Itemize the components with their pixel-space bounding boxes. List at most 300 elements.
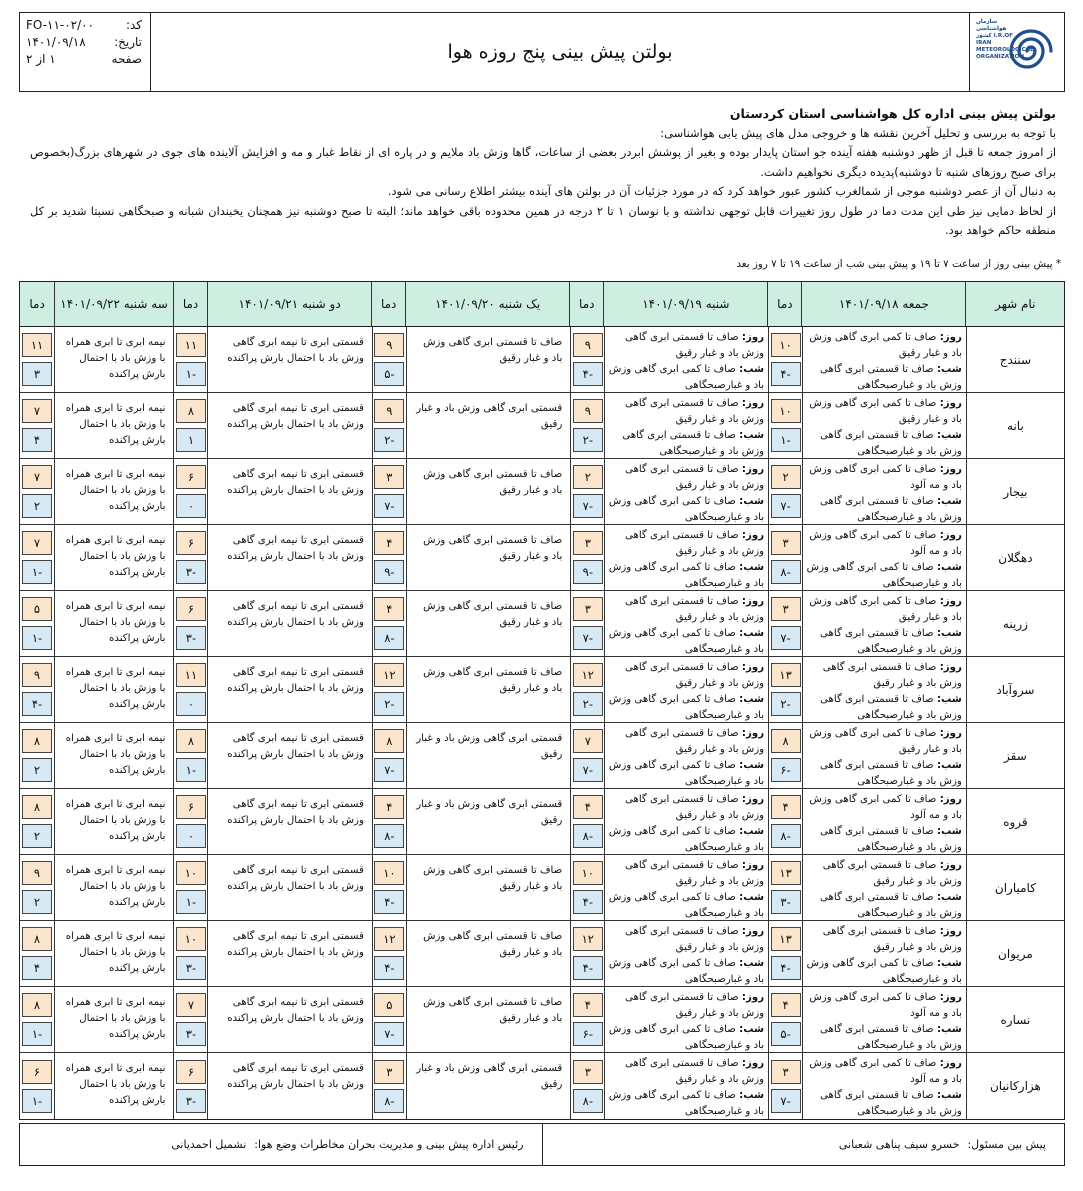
temp-cell xyxy=(570,1053,604,1119)
temp-cell xyxy=(173,855,207,920)
temp-max: ۹ xyxy=(573,399,603,423)
night-forecast xyxy=(607,758,764,790)
table-row xyxy=(20,525,1064,591)
temp-max: ۷ xyxy=(573,729,603,753)
temp-min: -۲ xyxy=(771,692,801,716)
night-text: صاف تا قسمتی ابری گاهی وزش باد و غبارصبحگاهی xyxy=(819,496,962,523)
header-day2: شنبه ۱۴۰۱/۰۹/۱۹ xyxy=(603,282,767,326)
forecast-desc: صاف تا قسمتی ابری گاهی وزش باد و غبار رقیق xyxy=(406,657,570,722)
day-label: روز: xyxy=(939,332,962,343)
intro-paragraph-4: از لحاظ دمایی نیز طی این مدت دما در طول روز تغییرات قابل توجهی نداشته و با نوسان ۱ تا ۲ درجه در همین محدوده باقی خواهد ماند؛ البته تا صبح دوشنبه نیز همچنان یخبندان شبانه و صبحگاهی نسبتا شدید بر کل منطقه حاکم خواهد بود. xyxy=(30,203,1056,237)
forecast-desc: صاف تا قسمتی ابری گاهی وزش باد و غبار رقیق xyxy=(406,921,570,986)
night-forecast xyxy=(607,890,764,922)
temp-min: -۳ xyxy=(176,956,206,980)
day-forecast xyxy=(607,594,764,626)
day-forecast xyxy=(607,858,764,890)
temp-min: -۶ xyxy=(573,1022,603,1046)
night-text: صاف تا کمی ابری گاهی وزش باد و غبارصبحگاهی xyxy=(608,892,765,919)
temp-cell xyxy=(173,789,207,854)
temp-max: ۳ xyxy=(374,1060,404,1084)
night-label: شب: xyxy=(739,430,765,441)
temp-cell xyxy=(20,921,54,986)
temp-min: -۴ xyxy=(374,890,404,914)
day-forecast xyxy=(607,330,764,362)
temp-cell xyxy=(570,657,604,722)
temp-min: -۱ xyxy=(176,758,206,782)
temp-max: ۳ xyxy=(573,597,603,621)
night-label: شب: xyxy=(739,892,765,903)
table-row xyxy=(20,921,1064,987)
night-text: صاف تا کمی ابری گاهی وزش باد و غبارصبحگاهی xyxy=(806,562,962,589)
night-text: صاف تا کمی ابری گاهی وزش باد و غبارصبحگاهی xyxy=(608,694,765,721)
temp-min: -۴ xyxy=(22,692,52,716)
temp-min: -۶ xyxy=(771,758,801,782)
table-row xyxy=(20,657,1064,723)
temp-max: ۶ xyxy=(176,465,206,489)
temp-cell xyxy=(372,657,406,722)
day-text: صاف تا قسمتی ابری گاهی وزش باد و غبار رقیق xyxy=(624,926,765,953)
temp-min: -۱ xyxy=(22,1089,52,1113)
forecast-desc xyxy=(604,459,768,524)
day-forecast xyxy=(805,1056,962,1088)
forecast-desc xyxy=(604,1053,768,1119)
temp-min: -۱ xyxy=(22,626,52,650)
night-text: صاف تا کمی ابری گاهی وزش باد و غبارصبحگاهی xyxy=(608,826,765,853)
temp-cell xyxy=(768,327,802,392)
city-name: سنندج xyxy=(966,327,1064,392)
temp-max: ۴ xyxy=(374,597,404,621)
night-text: صاف تا کمی ابری گاهی وزش باد و غبارصبحگاهی xyxy=(608,496,765,523)
day-forecast xyxy=(805,396,962,428)
forecaster-cell xyxy=(542,1124,1065,1165)
forecast-desc xyxy=(802,987,966,1052)
temp-max: ۸ xyxy=(22,729,52,753)
night-forecast xyxy=(607,362,764,394)
day-label: روز: xyxy=(741,926,765,937)
temp-min: ۰ xyxy=(176,692,206,716)
temp-min: -۲ xyxy=(573,428,603,452)
document-meta xyxy=(20,13,151,91)
day-text: صاف تا قسمتی ابری گاهی وزش باد و غبار رقیق xyxy=(624,332,765,359)
spiral-logo-icon xyxy=(1006,23,1056,79)
temp-cell xyxy=(372,855,406,920)
day-text: صاف تا قسمتی ابری گاهی وزش باد و غبار رقیق xyxy=(624,398,765,425)
temp-min: -۷ xyxy=(374,494,404,518)
forecast-desc: نیمه ابری تا ابری همراه با وزش باد با احتمال بارش پراکنده xyxy=(54,1053,174,1119)
day-label: روز: xyxy=(939,926,962,937)
temp-max: ۸ xyxy=(176,729,206,753)
day-forecast xyxy=(805,726,962,758)
night-forecast xyxy=(607,428,764,460)
table-row xyxy=(20,393,1064,459)
header-temp: دما xyxy=(569,282,603,326)
temp-min: -۹ xyxy=(573,560,603,584)
temp-max: ۴ xyxy=(771,993,801,1017)
day-label: روز: xyxy=(741,596,765,607)
day-label: روز: xyxy=(939,992,962,1003)
temp-max: ۱۳ xyxy=(771,861,801,885)
table-row xyxy=(20,855,1064,921)
temp-min: -۷ xyxy=(771,1089,801,1113)
temp-max: ۱۲ xyxy=(374,663,404,687)
temp-cell xyxy=(20,789,54,854)
day-label: روز: xyxy=(939,794,962,805)
night-label: شب: xyxy=(936,760,962,771)
night-label: شب: xyxy=(936,694,962,705)
page-title: بولتن پیش بینی پنج روزه هوا xyxy=(447,41,673,63)
night-text: صاف تا قسمتی ابری گاهی وزش باد و غبارصبحگاهی xyxy=(819,760,962,787)
temp-max: ۸ xyxy=(374,729,404,753)
temp-max: ۸ xyxy=(22,993,52,1017)
night-text: صاف تا کمی ابری گاهی وزش باد و غبارصبحگاهی xyxy=(608,628,765,655)
page-value: ۱ از ۲ xyxy=(26,52,56,66)
table-row xyxy=(20,789,1064,855)
forecast-desc xyxy=(802,591,966,656)
forecast-desc: صاف تا قسمتی ابری گاهی وزش باد و غبار رقیق xyxy=(406,525,570,590)
temp-cell xyxy=(20,327,54,392)
day-forecast xyxy=(805,990,962,1022)
forecast-desc: نیمه ابری تا ابری همراه با وزش باد با احتمال بارش پراکنده xyxy=(54,525,174,590)
header-day5: سه شنبه ۱۴۰۱/۰۹/۲۲ xyxy=(54,282,173,326)
forecast-desc: قسمتی ابری تا نیمه ابری گاهی وزش باد با احتمال بارش پراکنده xyxy=(207,1053,371,1119)
city-name: هزارکانیان xyxy=(966,1053,1064,1119)
day-text: صاف تا قسمتی ابری گاهی وزش باد و غبار رقیق xyxy=(624,662,765,689)
forecast-desc: قسمتی ابری تا نیمه ابری گاهی وزش باد با احتمال بارش پراکنده xyxy=(207,657,371,722)
temp-cell xyxy=(173,327,207,392)
night-label: شب: xyxy=(739,1090,765,1101)
forecast-desc xyxy=(604,855,768,920)
code-row xyxy=(26,17,142,34)
temp-min: ۰ xyxy=(176,494,206,518)
temp-max: ۶ xyxy=(176,531,206,555)
temp-min: ۲ xyxy=(22,494,52,518)
day-label: روز: xyxy=(939,464,962,475)
forecast-desc: صاف تا قسمتی ابری گاهی وزش باد و غبار رقیق xyxy=(406,855,570,920)
logo-text: سازمان هواشناسی کشور I.R.OF IRAN METEOROLOGICAL ORGANIZATION xyxy=(976,19,1034,60)
day-forecast xyxy=(607,726,764,758)
header-temp: دما xyxy=(173,282,207,326)
city-name: بیجار xyxy=(966,459,1064,524)
day-text: صاف تا قسمتی ابری گاهی وزش باد و غبار رقیق xyxy=(624,992,765,1019)
temp-min: ۴ xyxy=(22,428,52,452)
temp-cell xyxy=(20,723,54,788)
forecast-desc: صاف تا قسمتی ابری گاهی وزش باد و غبار رقیق xyxy=(406,327,570,392)
temp-min: -۳ xyxy=(771,890,801,914)
night-label: شب: xyxy=(739,364,765,375)
day-label: روز: xyxy=(741,332,765,343)
temp-min: -۹ xyxy=(374,560,404,584)
night-text: صاف تا قسمتی ابری گاهی وزش باد و غبارصبحگاهی xyxy=(819,892,962,919)
temp-cell xyxy=(20,591,54,656)
day-forecast xyxy=(805,792,962,824)
night-label: شب: xyxy=(936,958,962,969)
temp-cell xyxy=(20,525,54,590)
day-label: روز: xyxy=(939,728,962,739)
temp-cell xyxy=(570,855,604,920)
header-city: نام شهر xyxy=(965,282,1064,326)
night-forecast xyxy=(607,560,764,592)
temp-min: -۷ xyxy=(771,494,801,518)
temp-min: -۳ xyxy=(176,560,206,584)
temp-max: ۹ xyxy=(22,663,52,687)
temp-min: -۸ xyxy=(573,1089,603,1113)
temp-max: ۶ xyxy=(176,1060,206,1084)
temp-cell xyxy=(570,921,604,986)
temp-max: ۷ xyxy=(22,531,52,555)
day-label: روز: xyxy=(741,860,765,871)
day-label: روز: xyxy=(939,398,962,409)
night-forecast xyxy=(805,1022,962,1054)
temp-max: ۱۰ xyxy=(771,399,801,423)
header-day4: دو شنبه ۱۴۰۱/۰۹/۲۱ xyxy=(207,282,371,326)
day-forecast xyxy=(607,792,764,824)
temp-min: -۸ xyxy=(771,560,801,584)
forecast-desc: قسمتی ابری تا نیمه ابری گاهی وزش باد با احتمال بارش پراکنده xyxy=(207,723,371,788)
temp-max: ۶ xyxy=(22,1060,52,1084)
temp-max: ۴ xyxy=(771,795,801,819)
header-temp: دما xyxy=(767,282,801,326)
temp-min: -۲ xyxy=(573,692,603,716)
forecast-desc xyxy=(604,327,768,392)
day-text: صاف تا قسمتی ابری گاهی وزش باد و غبار رقیق xyxy=(822,860,962,887)
night-label: شب: xyxy=(739,760,765,771)
night-text: صاف تا قسمتی ابری گاهی وزش باد و غبارصبحگاهی xyxy=(819,826,962,853)
day-forecast xyxy=(805,858,962,890)
temp-max: ۳ xyxy=(771,597,801,621)
night-text: صاف تا کمی ابری گاهی وزش باد و غبارصبحگاهی xyxy=(608,1090,765,1117)
temp-max: ۱۲ xyxy=(573,663,603,687)
day-forecast xyxy=(607,1056,764,1088)
temp-cell xyxy=(173,987,207,1052)
temp-cell xyxy=(20,855,54,920)
temp-cell xyxy=(570,789,604,854)
temp-max: ۸ xyxy=(22,795,52,819)
temp-cell xyxy=(570,459,604,524)
temp-max: ۹ xyxy=(22,861,52,885)
temp-cell xyxy=(20,459,54,524)
forecast-desc: قسمتی ابری تا نیمه ابری گاهی وزش باد با احتمال بارش پراکنده xyxy=(207,525,371,590)
forecast-desc xyxy=(802,459,966,524)
night-label: شب: xyxy=(739,1024,765,1035)
temp-min: ۱ xyxy=(176,428,206,452)
temp-max: ۴ xyxy=(374,531,404,555)
temp-cell xyxy=(20,1053,54,1119)
forecast-desc: صاف تا قسمتی ابری گاهی وزش باد و غبار رقیق xyxy=(406,987,570,1052)
temp-max: ۹ xyxy=(573,333,603,357)
day-text: صاف تا کمی ابری گاهی وزش باد و مه آلود xyxy=(809,794,962,821)
temp-max: ۴ xyxy=(374,795,404,819)
city-name: زرینه xyxy=(966,591,1064,656)
temp-min: -۷ xyxy=(573,626,603,650)
day-text: صاف تا کمی ابری گاهی وزش باد و مه آلود xyxy=(809,530,962,557)
header-day3: یک شنبه ۱۴۰۱/۰۹/۲۰ xyxy=(405,282,569,326)
forecast-desc xyxy=(802,393,966,458)
temp-min: -۳ xyxy=(176,1089,206,1113)
night-forecast xyxy=(805,758,962,790)
temp-max: ۸ xyxy=(176,399,206,423)
night-forecast xyxy=(607,1088,764,1120)
day-forecast xyxy=(805,528,962,560)
forecast-desc: نیمه ابری تا ابری همراه با وزش باد با احتمال بارش پراکنده xyxy=(54,789,174,854)
forecast-desc xyxy=(604,987,768,1052)
temp-min: -۸ xyxy=(374,1089,404,1113)
forecast-desc: قسمتی ابری گاهی وزش باد و غبار رقیق xyxy=(406,1053,570,1119)
day-forecast xyxy=(607,462,764,494)
temp-max: ۱۰ xyxy=(176,927,206,951)
temp-min: ۲ xyxy=(22,758,52,782)
temp-cell xyxy=(768,789,802,854)
night-label: شب: xyxy=(739,562,765,573)
forecast-desc: نیمه ابری تا ابری همراه با وزش باد با احتمال بارش پراکنده xyxy=(54,921,174,986)
temp-cell xyxy=(372,591,406,656)
temp-min: -۷ xyxy=(374,758,404,782)
temp-cell xyxy=(173,591,207,656)
temp-min: -۱ xyxy=(176,362,206,386)
temp-max: ۴ xyxy=(573,993,603,1017)
temp-max: ۱۰ xyxy=(771,333,801,357)
day-label: روز: xyxy=(741,464,765,475)
day-text: صاف تا کمی ابری گاهی وزش باد و غبار رقیق xyxy=(809,398,962,425)
temp-max: ۱۰ xyxy=(176,861,206,885)
day-text: صاف تا قسمتی ابری گاهی وزش باد و غبار رقیق xyxy=(624,530,765,557)
night-label: شب: xyxy=(936,826,962,837)
table-row xyxy=(20,723,1064,789)
day-label: روز: xyxy=(741,530,765,541)
forecast-desc: قسمتی ابری تا نیمه ابری گاهی وزش باد با احتمال بارش پراکنده xyxy=(207,591,371,656)
temp-max: ۹ xyxy=(374,333,404,357)
forecast-desc xyxy=(802,921,966,986)
page-label: صفحه xyxy=(111,52,142,66)
day-label: روز: xyxy=(741,794,765,805)
forecast-desc xyxy=(604,789,768,854)
temp-cell xyxy=(768,855,802,920)
temp-cell xyxy=(20,393,54,458)
temp-max: ۷ xyxy=(22,465,52,489)
forecast-desc: قسمتی ابری تا نیمه ابری گاهی وزش باد با احتمال بارش پراکنده xyxy=(207,789,371,854)
day-label: روز: xyxy=(741,992,765,1003)
temp-max: ۱۲ xyxy=(374,927,404,951)
city-name: قروه xyxy=(966,789,1064,854)
forecast-desc: صاف تا قسمتی ابری گاهی وزش باد و غبار رقیق xyxy=(406,591,570,656)
city-name: کامیاران xyxy=(966,855,1064,920)
bulletin-title: بولتن پیش بینی اداره کل هواشناسی استان کردستان xyxy=(729,106,1056,121)
night-label: شب: xyxy=(936,628,962,639)
night-forecast xyxy=(805,626,962,658)
forecast-footnote: * پیش بینی روز از ساعت ۷ تا ۱۹ و پیش بینی شب از ساعت ۱۹ تا ۷ روز بعد xyxy=(736,258,1061,270)
temp-max: ۱۱ xyxy=(176,333,206,357)
forecast-desc xyxy=(802,723,966,788)
temp-max: ۴ xyxy=(573,795,603,819)
temp-cell xyxy=(372,525,406,590)
night-text: صاف تا کمی ابری گاهی وزش باد و غبارصبحگاهی xyxy=(806,958,962,985)
day-forecast xyxy=(805,330,962,362)
forecast-desc: نیمه ابری تا ابری همراه با وزش باد با احتمال بارش پراکنده xyxy=(54,459,174,524)
temp-min: ۰ xyxy=(176,824,206,848)
day-text: صاف تا قسمتی ابری گاهی وزش باد و غبار رقیق xyxy=(624,464,765,491)
temp-max: ۱۱ xyxy=(22,333,52,357)
night-label: شب: xyxy=(739,958,765,969)
day-label: روز: xyxy=(741,1058,765,1069)
temp-cell xyxy=(768,525,802,590)
temp-max: ۸ xyxy=(771,729,801,753)
forecast-desc: قسمتی ابری گاهی وزش باد و غبار رقیق xyxy=(406,789,570,854)
temp-cell xyxy=(570,723,604,788)
day-label: روز: xyxy=(939,1058,962,1069)
temp-min: -۳ xyxy=(176,1022,206,1046)
temp-cell xyxy=(173,1053,207,1119)
forecast-desc: قسمتی ابری تا نیمه ابری گاهی وزش باد با احتمال بارش پراکنده xyxy=(207,327,371,392)
temp-min: ۳ xyxy=(22,362,52,386)
forecast-desc: قسمتی ابری تا نیمه ابری گاهی وزش باد با احتمال بارش پراکنده xyxy=(207,855,371,920)
forecast-desc xyxy=(604,591,768,656)
city-name: سقز xyxy=(966,723,1064,788)
temp-cell xyxy=(372,459,406,524)
night-text: صاف تا قسمتی ابری گاهی وزش باد و غبارصبحگاهی xyxy=(819,1024,962,1051)
temp-cell xyxy=(570,525,604,590)
day-forecast xyxy=(805,660,962,692)
forecast-desc: نیمه ابری تا ابری همراه با وزش باد با احتمال بارش پراکنده xyxy=(54,327,174,392)
temp-max: ۶ xyxy=(176,795,206,819)
temp-max: ۱۳ xyxy=(771,663,801,687)
temp-min: -۱ xyxy=(22,560,52,584)
page-row xyxy=(26,51,142,68)
night-text: صاف تا کمی ابری گاهی وزش باد و غبارصبحگاهی xyxy=(608,364,765,391)
temp-max: ۱۳ xyxy=(771,927,801,951)
temp-cell xyxy=(768,393,802,458)
head-cell xyxy=(20,1124,542,1165)
temp-max: ۱۰ xyxy=(573,861,603,885)
organization-logo xyxy=(969,13,1064,91)
temp-cell xyxy=(768,657,802,722)
intro-paragraph-2: از امروز جمعه تا قبل از ظهر دوشنبه هفته آینده جو استان پایدار بوده و بغیر از پوشش ابردر بعضی از ساعات، گاها وزش باد ملایم و در پاره ای از نقاط غبار و مه و افزایش آلاینده های جوی در شهرهای بزرگ(بخصوص برای صبح روزهای شنبه تا دوشنبه)پدیده دیگری نخواهیم داشت. xyxy=(30,145,1056,179)
day-forecast xyxy=(805,594,962,626)
temp-cell xyxy=(173,921,207,986)
day-forecast xyxy=(805,462,962,494)
night-forecast xyxy=(607,626,764,658)
intro-paragraph-1: با توجه به بررسی و تحلیل آخرین نقشه ها و خروجی مدل های پیش یابی هواشناسی: xyxy=(660,125,1056,140)
code-value: FO-۱۱-۰۲/۰۰ xyxy=(26,18,95,32)
forecast-desc: قسمتی ابری گاهی وزش باد و غبار رقیق xyxy=(406,723,570,788)
forecast-desc xyxy=(604,723,768,788)
temp-min: -۷ xyxy=(573,494,603,518)
city-name: نساره xyxy=(966,987,1064,1052)
night-forecast xyxy=(805,956,962,988)
temp-min: -۲ xyxy=(374,428,404,452)
night-label: شب: xyxy=(936,1024,962,1035)
temp-max: ۱۰ xyxy=(374,861,404,885)
temp-min: -۳ xyxy=(176,626,206,650)
temp-cell xyxy=(372,921,406,986)
forecast-desc: قسمتی ابری تا نیمه ابری گاهی وزش باد با احتمال بارش پراکنده xyxy=(207,987,371,1052)
city-name: سروآباد xyxy=(966,657,1064,722)
table-header-row xyxy=(20,282,1064,327)
table-row xyxy=(20,591,1064,657)
code-label: کد: xyxy=(125,18,142,32)
temp-min: -۸ xyxy=(573,824,603,848)
forecast-desc xyxy=(802,657,966,722)
forecast-desc: قسمتی ابری تا نیمه ابری گاهی وزش باد با احتمال بارش پراکنده xyxy=(207,921,371,986)
header-temp: دما xyxy=(29,297,45,311)
intro-paragraph-3: به دنبال آن از عصر دوشنبه موجی از شمالغرب کشور عبور خواهد کرد که در مورد جزئیات آن در بولتن های آینده بیشتر اطلاع رسانی می شود. xyxy=(387,184,1056,198)
night-text: صاف تا قسمتی ابری گاهی وزش باد و غبارصبحگاهی xyxy=(819,694,962,721)
temp-min: -۸ xyxy=(374,824,404,848)
forecast-desc xyxy=(802,855,966,920)
table-row xyxy=(20,1053,1064,1119)
temp-cell xyxy=(20,657,54,722)
night-text: صاف تا قسمتی ابری گاهی وزش باد و غبارصبحگاهی xyxy=(819,1090,962,1117)
night-text: صاف تا قسمتی ابری گاهی وزش باد و غبارصبحگاهی xyxy=(819,364,962,391)
document-header xyxy=(19,12,1065,92)
